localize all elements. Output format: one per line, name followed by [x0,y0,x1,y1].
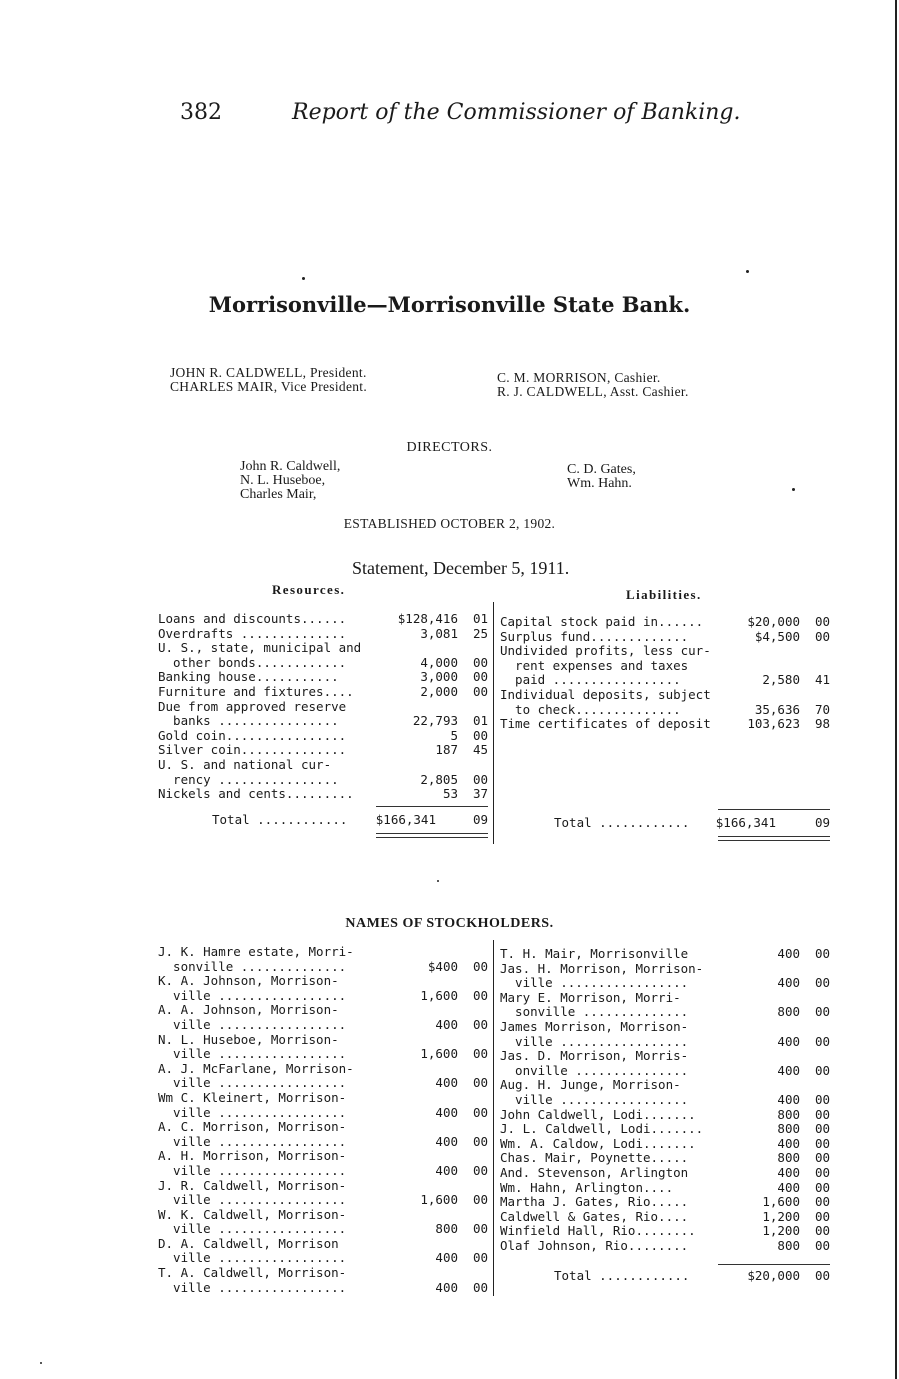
bank-title: Morrisonville—Morrisonville State Bank. [208,292,691,317]
row-cents: 00 [472,1016,488,1032]
speck [302,277,305,280]
stockholder-row [500,1005,832,1020]
resources-row [158,685,490,700]
stockholders-left-table [158,945,490,1295]
total-label: Total ............ [554,815,690,830]
stockholder-row [158,1237,490,1252]
row-label: John Caldwell, Lodi....... [500,1106,696,1122]
row-label: A. H. Morrison, Morrison- [158,1148,347,1164]
stockholder-row [158,1018,490,1033]
officers-left [170,366,367,394]
row-dollars: 1,600 [420,987,458,1003]
total-label: Total ............ [212,812,348,827]
statement-title: Statement, December 5, 1911. [352,558,570,578]
officers-right [497,371,689,399]
row-cents: 00 [472,1221,488,1237]
resources-row [158,758,490,773]
row-dollars: 1,200 [762,1208,800,1224]
stockholder-row [158,1281,490,1296]
row-cents: 00 [814,1208,830,1224]
stockholder-row [500,991,832,1006]
row-cents: 00 [472,1250,488,1266]
row-label: J. K. Hamre estate, Morri- [158,944,354,959]
row-label: N. L. Huseboe, Morrison- [158,1031,339,1047]
row-dollars: 1,600 [762,1194,800,1210]
row-cents: 00 [814,1106,830,1122]
row-label: Martha J. Gates, Rio..... [500,1194,689,1210]
row-cents: 00 [472,1279,488,1295]
row-dollars: 3,000 [420,669,458,685]
row-cents: 00 [472,771,488,787]
row-cents: 00 [472,1192,488,1208]
directors-heading: DIRECTORS. [406,440,493,455]
row-label: ville ................. [158,1279,347,1295]
speck [437,880,439,882]
row-dollars: 400 [777,1091,800,1107]
row-dollars: 400 [777,1179,800,1195]
stockholder-row [500,1064,832,1079]
row-cents: 45 [472,742,488,758]
established-line: ESTABLISHED OCTOBER 2, 1902. [343,516,556,531]
stockholder-row [500,947,832,962]
speck [792,488,795,491]
row-label: Surplus fund............. [500,628,689,644]
stockholder-row [500,1181,832,1196]
row-dollars: 5 [450,727,458,743]
total-dollars: $20,000 [747,1268,800,1283]
stockholder-row [500,1239,832,1254]
total-rule [718,809,830,810]
stockholder-row [158,1120,490,1135]
row-dollars: 2,805 [420,771,458,787]
row-label: ville ................. [158,1075,347,1091]
row-cents: 70 [814,701,830,717]
row-dollars: 35,636 [754,701,800,717]
row-label: Gold coin................ [158,727,347,743]
row-cents: 00 [472,958,488,974]
stockholders-total-row [500,1269,832,1284]
stockholder-row [158,945,490,960]
row-label: A. A. Johnson, Morrison- [158,1002,339,1018]
row-cents: 00 [814,1179,830,1195]
row-dollars: 4,000 [420,654,458,670]
row-cents: 00 [814,628,830,644]
stockholder-row [158,1062,490,1077]
row-dollars: 400 [777,1062,800,1078]
row-cents: 01 [472,713,488,729]
row-label: Silver coin.............. [158,742,347,758]
liabilities-row [500,644,832,659]
stockholder-row [500,1195,832,1210]
total-cents: 09 [814,815,830,830]
row-label: rent expenses and taxes [500,657,689,673]
stockholder-row [158,1149,490,1164]
row-dollars: 400 [777,1033,800,1049]
row-cents: 00 [472,654,488,670]
row-label: Mary E. Morrison, Morri- [500,989,681,1005]
officer-cashier: C. M. MORRISON, Cashier. [497,370,661,385]
resources-row [158,670,490,685]
row-label: rency ................ [158,771,339,787]
row-label: ville ................. [158,987,347,1003]
liabilities-row [500,659,832,674]
stockholder-row [158,960,490,975]
director-name: Wm. Hahn. [567,476,632,491]
row-dollars: 22,793 [412,713,458,729]
row-label: ville ................. [158,1221,347,1237]
stockholder-row [158,1193,490,1208]
stockholder-row [500,1210,832,1225]
row-cents: 25 [472,625,488,641]
total-dollars: $166,341 [375,812,436,827]
liabilities-row [500,615,832,630]
row-cents: 00 [472,727,488,743]
row-dollars: 400 [435,1016,458,1032]
row-dollars: 400 [435,1075,458,1091]
stockholder-row [158,1091,490,1106]
total-cents: 00 [814,1268,830,1283]
row-label: Jas. H. Morrison, Morrison- [500,960,704,976]
stockholder-row [158,1003,490,1018]
row-label: Furniture and fixtures.... [158,683,354,699]
directors-right [567,463,636,491]
stockholder-row [158,1222,490,1237]
row-dollars: 400 [435,1250,458,1266]
total-rule [376,806,488,807]
row-dollars: 800 [777,1237,800,1253]
row-dollars: 1,600 [420,1046,458,1062]
row-label: A. J. McFarlane, Morrison- [158,1060,354,1076]
row-label: Capital stock paid in...... [500,614,704,629]
row-cents: 00 [814,1164,830,1180]
row-label: Individual deposits, subject [500,686,711,702]
liabilities-row [500,688,832,703]
total-label: Total ............ [554,1268,690,1283]
stockholder-row [158,989,490,1004]
total-cents: 09 [472,812,488,827]
row-cents: 00 [472,1133,488,1149]
stockholder-row [500,1137,832,1152]
row-label: other bonds............ [158,654,347,670]
row-dollars: 187 [435,742,458,758]
row-label: sonville .............. [500,1004,689,1020]
row-label: Caldwell & Gates, Rio.... [500,1208,689,1224]
stockholder-row [500,1151,832,1166]
row-label: ville ................. [158,1104,347,1120]
stockholders-heading: NAMES OF STOCKHOLDERS. [345,916,554,931]
row-dollars: 103,623 [747,716,800,732]
running-title: Report of the Commissioner of Banking. [292,100,741,125]
row-dollars: 3,081 [420,625,458,641]
stockholder-row [500,1166,832,1181]
row-label: ville ................. [158,1016,347,1032]
speck [746,270,749,273]
stockholders-right-table [500,947,832,1253]
stockholder-row [500,1224,832,1239]
officer-vice-president: CHARLES MAIR, Vice President. [170,379,368,394]
row-label: Wm C. Kleinert, Morrison- [158,1089,347,1105]
row-label: Due from approved reserve [158,698,347,714]
total-rule [718,1264,830,1265]
row-cents: 00 [472,987,488,1003]
total-dollars: $166,341 [715,815,776,830]
stockholder-row [158,1179,490,1194]
row-cents: 00 [814,1150,830,1166]
row-label: U. S., state, municipal and [158,640,362,656]
row-label: James Morrison, Morrison- [500,1018,689,1034]
row-cents: 00 [814,1062,830,1078]
row-label: paid ................. [500,672,681,688]
resources-row [158,627,490,642]
stockholder-row [500,976,832,991]
row-dollars: 400 [777,1164,800,1180]
officer-asst-cashier: R. J. CALDWELL, Asst. Cashier. [497,384,689,399]
row-cents: 00 [814,1091,830,1107]
row-dollars: $20,000 [747,614,800,629]
row-cents: 00 [814,1004,830,1020]
row-label: Undivided profits, less cur- [500,643,711,659]
row-cents: 00 [472,1162,488,1178]
row-cents: 00 [472,1104,488,1120]
row-label: J. R. Caldwell, Morrison- [158,1177,347,1193]
row-label: Overdrafts .............. [158,625,347,641]
stockholder-row [158,1076,490,1091]
column-divider [493,940,494,1296]
row-label: T. H. Mair, Morrisonville [500,946,689,961]
liabilities-table [500,615,832,732]
stockholder-row [500,1020,832,1035]
row-cents: 00 [814,614,830,629]
resources-row [158,641,490,656]
director-name: John R. Caldwell, [240,459,341,474]
row-dollars: 400 [777,946,800,961]
resources-row [158,743,490,758]
row-dollars: $128,416 [397,611,458,626]
row-label: Winfield Hall, Rio........ [500,1223,696,1239]
stockholder-row [158,1164,490,1179]
row-dollars: 1,600 [420,1192,458,1208]
liabilities-heading: Liabilities. [626,587,702,602]
stockholder-row [158,1033,490,1048]
row-label: Olaf Johnson, Rio........ [500,1237,689,1253]
row-cents: 00 [814,1121,830,1137]
stockholder-row [500,1049,832,1064]
row-cents: 37 [472,786,488,802]
row-cents: 00 [814,975,830,991]
liabilities-row [500,673,832,688]
row-label: D. A. Caldwell, Morrison [158,1235,339,1251]
row-dollars: 800 [435,1221,458,1237]
row-label: ville ................. [500,1091,689,1107]
liabilities-total-row [500,816,832,831]
row-label: Banking house........... [158,669,339,685]
row-cents: 01 [472,611,488,626]
row-label: Chas. Mair, Poynette..... [500,1150,689,1166]
row-label: ville ................. [500,1033,689,1049]
speck [40,1362,42,1364]
stockholder-row [500,1078,832,1093]
stockholder-row [500,962,832,977]
officer-president: JOHN R. CALDWELL, President. [170,365,367,380]
row-dollars: 400 [435,1104,458,1120]
resources-row [158,729,490,744]
row-dollars: 800 [777,1106,800,1122]
row-label: T. A. Caldwell, Morrison- [158,1265,347,1281]
row-cents: 00 [814,1033,830,1049]
row-label: Wm. Hahn, Arlington.... [500,1179,674,1195]
page-edge [895,0,897,1379]
resources-heading: Resources. [272,582,346,597]
row-cents: 00 [814,1237,830,1253]
stockholder-row [500,1035,832,1050]
resources-row [158,773,490,788]
row-cents: 00 [814,1135,830,1151]
resources-row [158,612,490,627]
row-dollars: 800 [777,1121,800,1137]
row-dollars: 1,200 [762,1223,800,1239]
director-name: N. L. Huseboe, [240,473,326,488]
row-cents: 00 [472,1075,488,1091]
column-divider [493,602,494,844]
resources-total-row [158,813,490,828]
row-dollars: 400 [435,1279,458,1295]
row-dollars: 800 [777,1004,800,1020]
row-label: A. C. Morrison, Morrison- [158,1119,347,1135]
resources-row [158,700,490,715]
resources-table [158,612,490,802]
page-number: 382 [180,100,222,125]
row-dollars: $4,500 [754,628,800,644]
row-dollars: 2,580 [762,672,800,688]
row-dollars: 400 [777,975,800,991]
liabilities-row [500,630,832,645]
row-dollars: 2,000 [420,683,458,699]
stockholder-row [500,1093,832,1108]
row-cents: 98 [814,716,830,732]
row-dollars: 800 [777,1150,800,1166]
stockholder-row [158,1208,490,1223]
row-dollars: 400 [435,1162,458,1178]
row-cents: 00 [814,1194,830,1210]
resources-row [158,656,490,671]
row-cents: 00 [472,669,488,685]
row-label: Loans and discounts...... [158,611,347,626]
liabilities-row [500,703,832,718]
liabilities-row [500,717,832,732]
row-label: K. A. Johnson, Morrison- [158,973,339,989]
director-name: Charles Mair, [240,487,317,502]
stockholder-row [500,1122,832,1137]
row-label: onville ............... [500,1062,689,1078]
row-cents: 41 [814,672,830,688]
row-label: And. Stevenson, Arlington [500,1164,689,1180]
row-cents: 00 [472,1046,488,1062]
row-label: to check.............. [500,701,681,717]
stockholder-row [500,1108,832,1123]
double-rule [718,836,830,841]
row-label: Nickels and cents......... [158,786,354,802]
row-label: ville ................. [158,1250,347,1266]
row-label: Time certificates of deposit [500,716,711,732]
row-dollars: $400 [427,958,458,974]
stockholder-row [158,1266,490,1281]
directors-left [240,460,340,502]
stockholder-row [158,974,490,989]
stockholder-row [158,1047,490,1062]
director-name: C. D. Gates, [567,462,636,477]
row-cents: 00 [472,683,488,699]
row-label: W. K. Caldwell, Morrison- [158,1206,347,1222]
row-dollars: 53 [442,786,458,802]
row-label: Wm. A. Caldow, Lodi....... [500,1135,696,1151]
row-label: U. S. and national cur- [158,756,332,772]
row-dollars: 400 [435,1133,458,1149]
stockholder-row [158,1135,490,1150]
double-rule [376,833,488,838]
resources-row [158,714,490,729]
row-dollars: 400 [777,1135,800,1151]
row-label: ville ................. [158,1046,347,1062]
stockholder-row [158,1106,490,1121]
row-label: J. L. Caldwell, Lodi....... [500,1121,704,1137]
stockholder-row [158,1251,490,1266]
row-cents: 00 [814,946,830,961]
row-label: sonville .............. [158,958,347,974]
row-cents: 00 [814,1223,830,1239]
resources-row [158,787,490,802]
row-label: ville ................. [158,1192,347,1208]
row-label: Jas. D. Morrison, Morris- [500,1048,689,1064]
row-label: ville ................. [500,975,689,991]
row-label: ville ................. [158,1162,347,1178]
row-label: banks ................ [158,713,339,729]
row-label: ville ................. [158,1133,347,1149]
row-label: Aug. H. Junge, Morrison- [500,1077,681,1093]
